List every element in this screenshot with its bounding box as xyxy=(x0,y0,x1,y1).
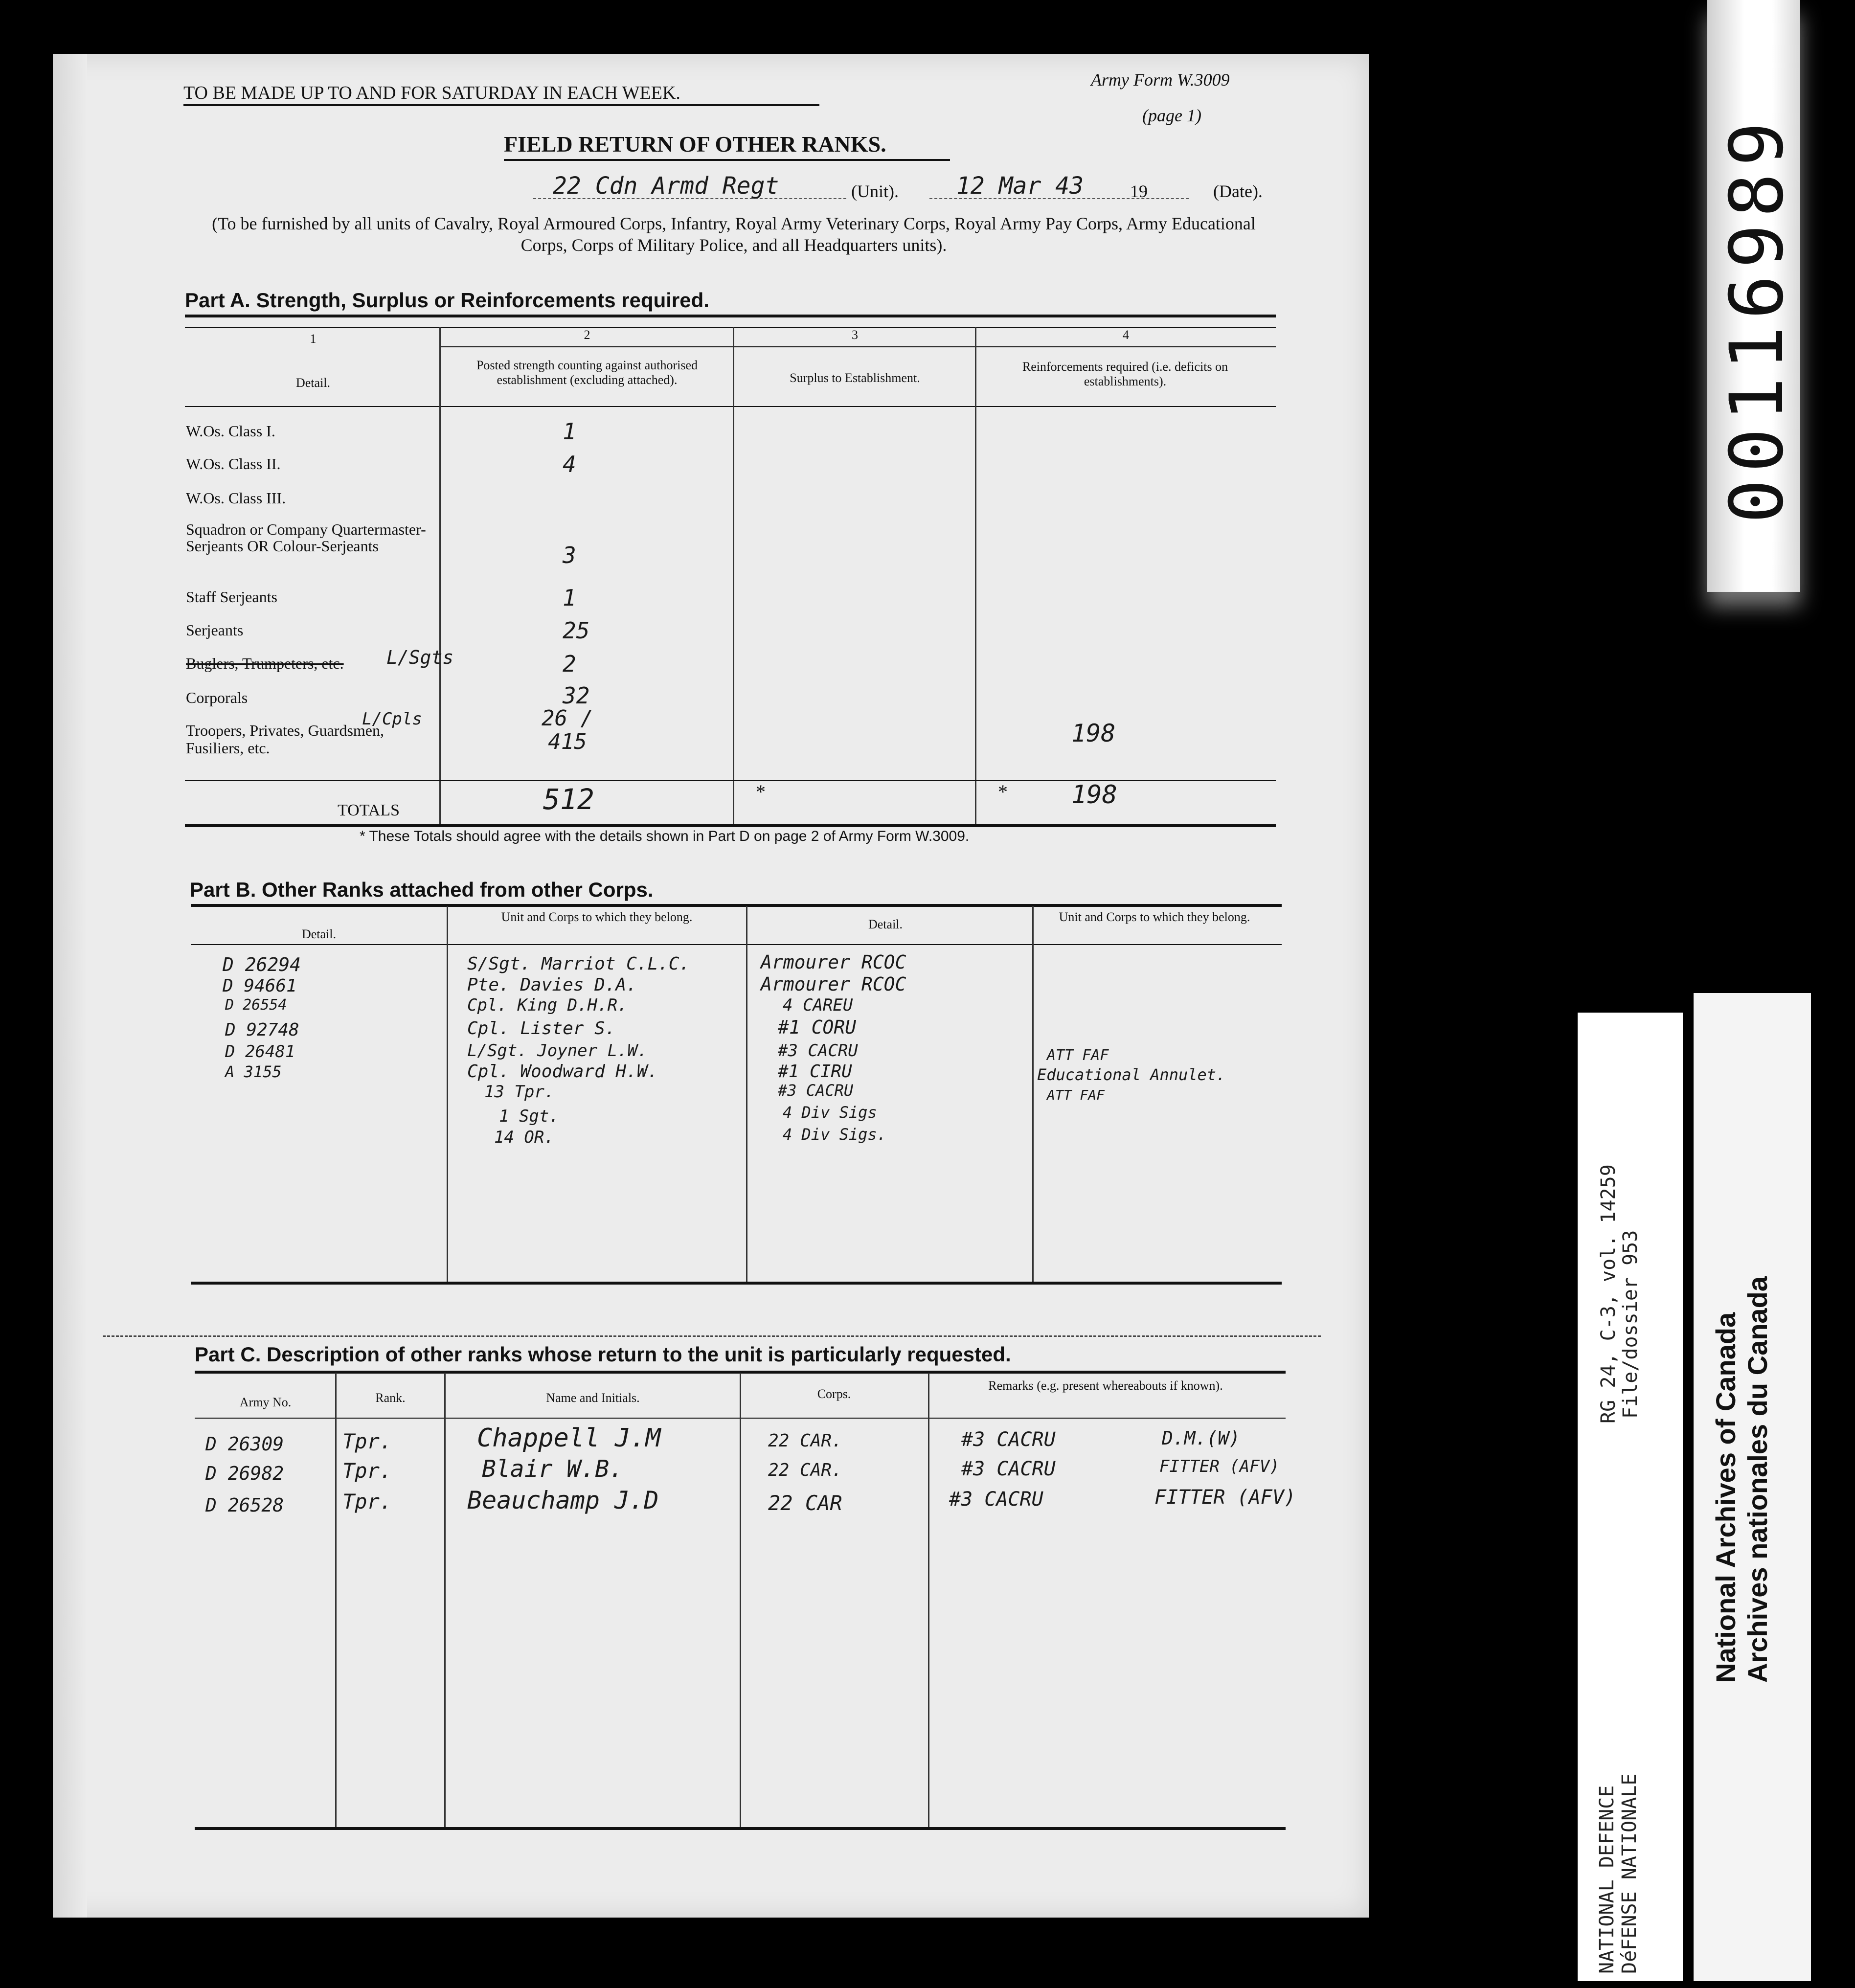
c-role: D.M.(W) xyxy=(1162,1427,1241,1449)
row-strength: 1 xyxy=(563,418,576,445)
part-b-vline-3 xyxy=(1032,906,1034,1283)
trooper-annotation: L/Cpls xyxy=(362,709,422,729)
b-col-detail: Detail. xyxy=(301,927,337,941)
c-col-army-no: Army No. xyxy=(239,1395,292,1409)
c-role: FITTER (AFV) xyxy=(1159,1457,1280,1476)
totals-label: TOTALS xyxy=(338,801,400,819)
b-name: Pte. Davies D.A. xyxy=(467,975,637,995)
row-detail: Corporals xyxy=(186,689,248,706)
c-rank: Tpr. xyxy=(342,1429,392,1453)
row-detail: Serjeants xyxy=(186,621,244,639)
form-reference: Army Form W.3009 xyxy=(1091,70,1230,90)
b-army-number: D 26294 xyxy=(223,954,301,975)
part-b-header-rule xyxy=(191,944,1282,945)
c-col-remarks: Remarks (e.g. present whereabouts if known). xyxy=(988,1378,1223,1393)
archives-name-en: National Archives of Canada xyxy=(1710,1312,1741,1683)
unit-value: 22 Cdn Armd Regt xyxy=(553,172,779,200)
colnum-rule xyxy=(440,346,1276,347)
c-rank: Tpr. xyxy=(342,1459,392,1483)
b-name: 13 Tpr. xyxy=(484,1082,555,1102)
year-prefix: 19 xyxy=(1130,181,1148,201)
b-army-number: D 94661 xyxy=(223,976,297,996)
b-detail: #1 CIRU xyxy=(778,1062,852,1082)
col-header-surplus: Surplus to Establishment. xyxy=(790,371,920,385)
b-unit: ATT FAF xyxy=(1047,1087,1105,1103)
col-header-detail: Detail. xyxy=(295,376,331,390)
page-label: (page 1) xyxy=(1142,106,1201,125)
department-line-1: NATIONAL DEFENCE xyxy=(1596,1785,1618,1974)
row-reinf: 198 xyxy=(1071,719,1116,747)
c-remarks: #3 CACRU xyxy=(961,1458,1056,1480)
b-detail: 4 Div Sigs. xyxy=(783,1125,886,1144)
part-a-heading: Part A. Strength, Surplus or Reinforcements required. xyxy=(185,289,709,312)
b-name: 1 Sgt. xyxy=(499,1107,559,1126)
department-line-2: DéFENSE NATIONALE xyxy=(1618,1773,1641,1974)
col-num-3: 3 xyxy=(852,328,858,342)
row-detail: Squadron or Company Quartermaster-Serjeants OR Colour-Serjeants xyxy=(186,520,426,555)
b-name: 14 OR. xyxy=(494,1128,554,1147)
b-name: Cpl. Lister S. xyxy=(467,1018,616,1039)
col-num-2: 2 xyxy=(584,328,590,342)
row-detail: W.Os. Class I. xyxy=(186,422,275,440)
row-strength: 25 xyxy=(563,617,590,644)
b-detail: Armourer RCOC xyxy=(761,973,906,995)
row-detail: W.Os. Class III. xyxy=(186,489,286,507)
b-name: L/Sgt. Joyner L.W. xyxy=(467,1041,648,1061)
c-remarks: #3 CACRU xyxy=(961,1428,1056,1451)
c-remarks: #3 CACRU xyxy=(949,1488,1043,1511)
c-col-rank: Rank. xyxy=(375,1391,406,1405)
part-a-vline-3 xyxy=(975,327,976,826)
unit-label: (Unit). xyxy=(851,181,899,201)
row-detail: Troopers, Privates, Guardsmen, Fusiliers, etc. xyxy=(186,722,384,757)
col-header-reinf: Reinforcements required (i.e. deficits on establishments). xyxy=(1022,360,1228,388)
row-detail: Staff Serjeants xyxy=(186,588,277,606)
reference-line-2: File/dossier 953 xyxy=(1619,1230,1642,1419)
c-name: Blair W.B. xyxy=(482,1455,623,1483)
b-detail: 4 CAREU xyxy=(783,995,853,1015)
c-army-no: D 26528 xyxy=(205,1494,284,1516)
c-name: Beauchamp J.D xyxy=(467,1486,659,1514)
b-detail: #1 CORU xyxy=(778,1017,857,1038)
totals-reinf-mark: * xyxy=(998,781,1008,803)
totals-surplus-mark: * xyxy=(756,781,766,803)
row-strength: 26 / 415 xyxy=(542,706,593,754)
archives-name-fr: Archives nationales du Canada xyxy=(1742,1276,1773,1683)
c-corps: 22 CAR xyxy=(768,1491,842,1515)
b-army-number: D 92748 xyxy=(225,1020,299,1040)
row-detail-struck: Buglers, Trumpeters, etc. xyxy=(186,655,344,672)
b-name: Cpl. Woodward H.W. xyxy=(467,1062,658,1082)
totals-reinf: 198 xyxy=(1071,780,1117,810)
part-b-vline-1 xyxy=(447,906,448,1283)
c-col-name: Name and Initials. xyxy=(546,1391,640,1405)
b-col-detail-2: Detail. xyxy=(868,917,903,931)
row-strength: 32 xyxy=(563,682,590,709)
row-strength: 3 xyxy=(563,542,576,568)
c-army-no: D 26309 xyxy=(205,1433,284,1455)
row-strength: 1 xyxy=(563,585,576,611)
bugler-annotation: L/Sgts xyxy=(386,647,454,668)
part-b-vline-2 xyxy=(746,906,747,1283)
form-title: FIELD RETURN OF OTHER RANKS. xyxy=(504,132,886,157)
instruction-underline xyxy=(183,104,819,106)
b-army-number: D 26554 xyxy=(225,996,287,1014)
unit-dotted-line xyxy=(533,198,846,199)
b-name: S/Sgt. Marriot C.L.C. xyxy=(467,954,690,974)
part-c-vline-2 xyxy=(444,1373,446,1828)
b-unit: ATT FAF xyxy=(1047,1047,1109,1064)
c-col-corps: Corps. xyxy=(817,1387,851,1401)
c-corps: 22 CAR. xyxy=(768,1431,842,1451)
part-c-heading: Part C. Description of other ranks whose return to the unit is particularly requested. xyxy=(195,1343,1011,1366)
date-value: 12 Mar 43 xyxy=(956,172,1084,200)
date-dotted-line xyxy=(929,198,1189,199)
col-num-1: 1 xyxy=(310,332,317,346)
b-detail: #3 CACRU xyxy=(778,1041,858,1061)
b-col-unit-2: Unit and Corps to which they belong. xyxy=(1059,910,1250,924)
page-edge-shadow xyxy=(53,54,87,1918)
furnish-note: (To be furnished by all units of Cavalry, Royal Armoured Corps, Infantry, Royal Army Veterinary Corps, Royal Army Pay Corps, Army Educational Corps, Corps of Military Police, and all Headquarters units). xyxy=(212,214,1256,255)
part-c-vline-3 xyxy=(740,1373,741,1828)
b-name: Cpl. King D.H.R. xyxy=(467,995,628,1015)
part-b-top-rule xyxy=(191,904,1282,907)
col-header-posted: Posted strength counting against authorised establishment (excluding attached). xyxy=(476,358,698,387)
part-c-bottom-rule xyxy=(195,1827,1286,1830)
part-b-heading: Part B. Other Ranks attached from other Corps. xyxy=(190,878,654,901)
b-army-number: D 26481 xyxy=(225,1042,295,1062)
part-c-vline-1 xyxy=(335,1373,337,1828)
row-detail: W.Os. Class II. xyxy=(186,455,281,473)
b-detail: #3 CACRU xyxy=(778,1081,854,1100)
part-b-bottom-rule xyxy=(191,1282,1282,1285)
row-strength: 2 xyxy=(563,651,576,677)
b-army-number: A 3155 xyxy=(225,1062,282,1081)
c-role: FITTER (AFV) xyxy=(1154,1486,1296,1509)
part-a-top-rule xyxy=(185,315,1276,317)
b-detail: Armourer RCOC xyxy=(761,951,906,973)
part-a-bottom-rule xyxy=(185,824,1276,827)
instruction-text: TO BE MADE UP TO AND FOR SATURDAY IN EACH WEEK. xyxy=(183,83,680,103)
part-a-header-rule xyxy=(185,406,1276,407)
part-c-vline-4 xyxy=(928,1373,929,1828)
b-detail: 4 Div Sigs xyxy=(783,1103,877,1122)
c-name: Chappell J.M xyxy=(477,1423,661,1453)
c-army-no: D 26982 xyxy=(205,1463,284,1484)
date-label: (Date). xyxy=(1213,181,1263,201)
col-num-4: 4 xyxy=(1123,328,1129,342)
part-a-vline-2 xyxy=(733,327,734,826)
totals-strength: 512 xyxy=(543,783,594,816)
c-rank: Tpr. xyxy=(342,1490,392,1514)
frame-number: 00116989 xyxy=(1715,115,1800,523)
perforation-line xyxy=(103,1335,1321,1337)
b-unit: Educational Annulet. xyxy=(1037,1065,1226,1084)
totals-footnote: * These Totals should agree with the details shown in Part D on page 2 of Army Form W.3009. xyxy=(360,828,970,844)
title-underline xyxy=(504,159,950,161)
c-corps: 22 CAR. xyxy=(768,1460,842,1480)
row-strength: 4 xyxy=(563,451,576,477)
reference-line-1: RG 24, C-3, vol. 14259 xyxy=(1597,1164,1620,1423)
b-col-unit: Unit and Corps to which they belong. xyxy=(501,910,693,924)
